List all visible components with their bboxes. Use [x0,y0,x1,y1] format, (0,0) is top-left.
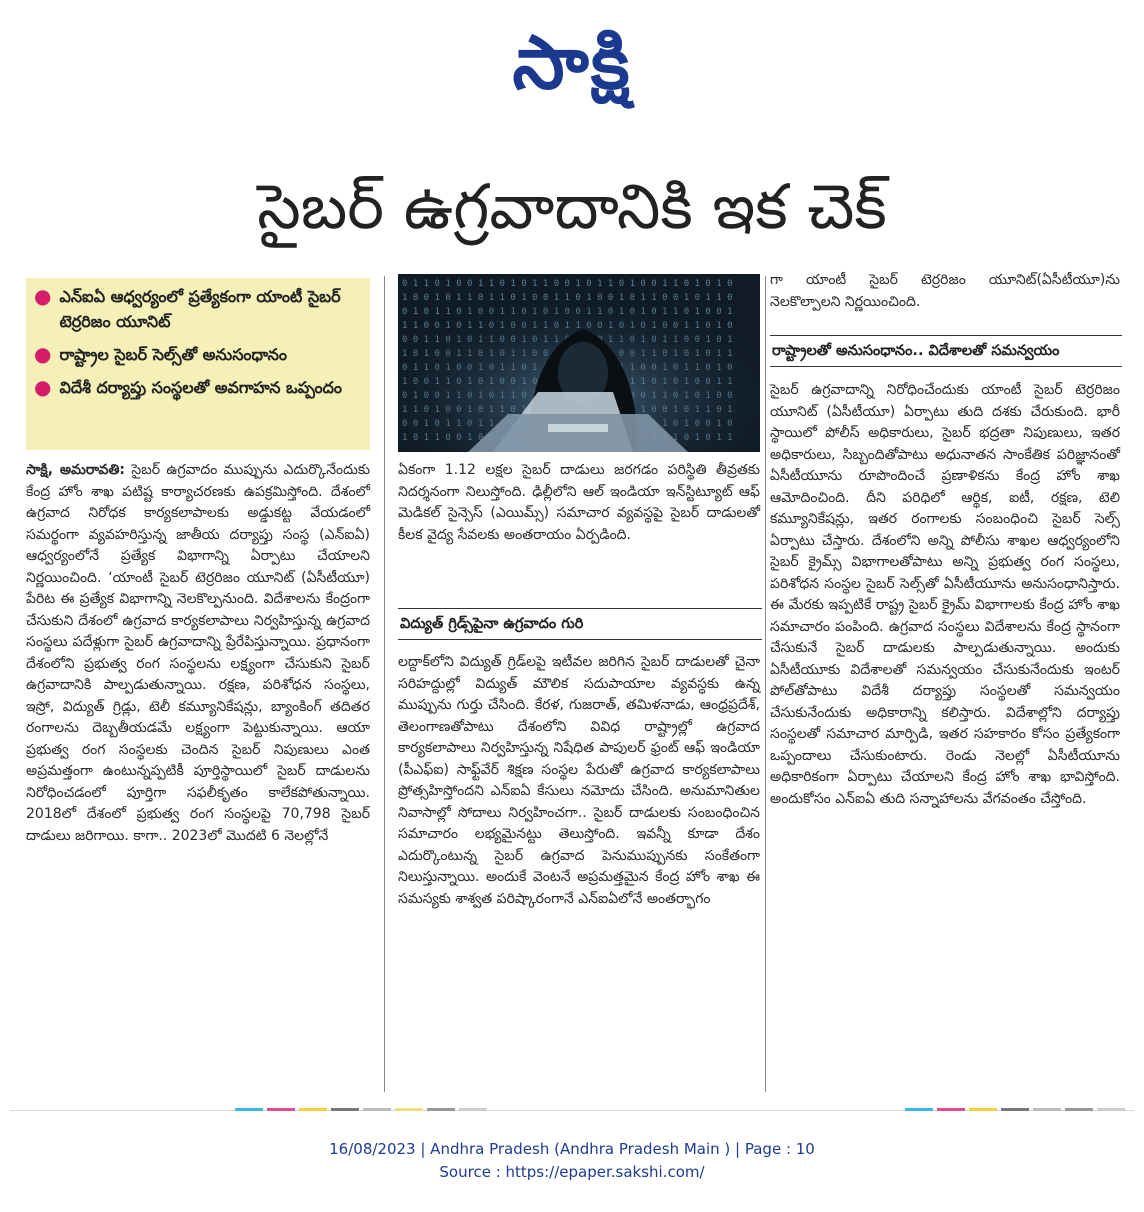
article-text: లద్దాక్‌లోని విద్యుత్ గ్రిడ్‌లపై ఇటీవల జరిగిన సైబర్ దాడులతో చైనా సరిహద్దుల్లో విద్యుత్ మౌలిక సదుపాయాల వ్యవస్థకు ఉన్న ముప్పును గుర్తు చేసింది. కేరళ, గుజరాత్, తమిళనాడు, ఆంధ్రప్రదేశ్, తెలంగాణతోపాటు దేశంలోని వివిధ రాష్ట్రాల్లో ఉగ్రవాద కార్యకలాపాలు నిర్వహిస్తున్న నిషేధిత పాపులర్ ఫ్రంట్ ఆఫ్ ఇండియా (పీఎఫ్ఐ) సాఫ్ట్‌వేర్ శిక్షణ సంస్థల పేరుతో ఉగ్రవాద కార్యకలాపాలు ప్రోత్సహిస్తోందని ఎన్ఐఏ కేసులు నమోదు చేసింది. అనుమానితుల నివాసాల్లో సోదాలు నిర్వహించగా.. సైబర్ దాడులకు సంబంధించిన సమాచారం లభ్యమైనట్టు తెలుస్తోంది. ఇవన్నీ కూడా దేశం ఎదుర్కొంటున్న సైబర్ ఉగ్రవాద పెనుముప్పునకు సంకేతంగా నిలుస్తున్నాయి. అందుకే వెంటనే అప్రమత్తమైన కేంద్ర హోం శాఖ ఈ సమస్యకు శాశ్వత పరిష్కారంగానే ఎన్ఐఏలోనే అంతర్భాగం [398,654,760,907]
article-text: సైబర్ ఉగ్రవాదాన్ని నిరోధించేందుకు యాంటీ సైబర్ టెర్రరిజం యూనిట్ (ఏసీటీయూ) ఏర్పాటు తుది దశకు చేరుకుంది. భారీ స్థాయిలో పోలీస్ అధికారులు, సైబర్ భద్రతా నిపుణులు, ఇతర అధికారులు, సిబ్బందితోపాటు అధునాతన సాంకేతిక పరిజ్ఞానంతో ఏసీటీయూను రూపొందించే ప్రణాళికను కేంద్ర హోం శాఖ ఆమోదించింది. దీని పరిధిలో ఆర్థిక, ఐటీ, రక్షణ, టెలి కమ్యూనికేషన్లు, ఇతర రంగాలకు సంబంధించి సైబర్ సెల్స్ ఏర్పాటు చేస్తారు. దేశంలోని అన్ని పోలీసు శాఖల ఆధ్వర్యంలోని సైబర్ క్రైమ్స్ విభాగాలతోపాటు అన్ని ప్రభుత్వ రంగ సంస్థలు, పరిశోధన సంస్థల సైబర్ సెల్స్‌తో ఏసీటీయూను అనుసంధానిస్తారు. ఈ మేరకు ఇప్పటికే రాష్ట్ర సైబర్ క్రైమ్ విభాగాలకు కేంద్ర హోం శాఖ సమాచారం పంపింది. ఉగ్రవాద సంస్థలు విదేశాలను కేంద్ర స్థానంగా చేసుకునే సైబర్ దాడులకు పాల్పడుతున్నాయి. అందుకు ఏసీటీయూకు విదేశాలతో సమన్వయం చేసుకునేందుకు ఇంటర్ పోల్‌తోపాటు విదేశీ దర్యాప్తు సంస్థలతో సమన్వయం చేసుకునేందుకు అధికారాన్ని కలిస్తారు. విదేశాల్లోని దర్యాప్తు సంస్థలతో సమాచార మార్పిడి, ఇతర సహకారం కోసం ప్రత్యేకంగా ఒప్పందాలు చేసుకుంటారు. రెండు నెలల్లో ఏసీటీయూను అధికారికంగా ఏర్పాటు చేయాలని కేంద్ర హోం శాఖ భావిస్తోంది. అందుకోసం ఎన్ఐఏ తుది సన్నాహాలను వేగవంతం చేస్తోంది. [770,382,1120,807]
bullet-icon: ● [34,284,52,308]
article-text: ఏకంగా 1.12 లక్షల సైబర్ దాడులు జరగడం పరిస్థితి తీవ్రతకు నిదర్శనంగా నిలుస్తోంది. ఢిల్లీలోని ఆల్ ఇండియా ఇన్‌స్టిట్యూట్ ఆఫ్ మెడికల్ సైన్సెస్ (ఎయిమ్స్) సమాచార వ్యవస్థపై సైబర్ దాడులతో కీలక వైద్య సేవలకు అంతరాయం ఏర్పడింది. [398,462,760,543]
article-column-3a [770,270,1120,320]
hacker-photo [398,274,760,452]
highlight-item: ● రాష్ట్రాల సైబర్ సెల్స్‌తో అనుసంధానం [34,342,288,366]
bullet-icon: ● [34,375,52,399]
bullet-icon: ● [34,342,52,366]
subheading: విద్యుత్ గ్రిడ్స్‌పైనా ఉగ్రవాదం గురి [398,608,762,640]
masthead-logo: సాక్షి [512,20,632,106]
highlight-item: ● ఎన్ఐఏ ఆధ్వర్యంలో ప్రత్యేకంగా యాంటీ సైబర్ టెర్రరిజం యూనిట్ [34,284,341,331]
highlights-box [26,278,370,450]
color-registration-marks [905,1108,1125,1111]
highlight-item: ● విదేశీ దర్యాప్తు సంస్థలతో అవగాహన ఒప్పందం [34,375,343,399]
footer-date-edition: 16/08/2023 | Andhra Pradesh (Andhra Pradesh Main ) | Page : 10 [329,1140,815,1158]
article-text: సైబర్ ఉగ్రవాదం ముప్పును ఎదుర్కొనేందుకు కేంద్ర హోం శాఖ పటిష్ట కార్యాచరణకు ఉపక్రమిస్తోంది. దేశంలో ఉగ్రవాద నిరోధక కార్యకలాపాలకు అడ్డుకట్ట వేయడంలో సమర్థంగా వ్యవహరిస్తున్న జాతీయ దర్యాప్తు సంస్థ (ఎన్ఐఏ) ఆధ్వర్యంలోనే ప్రత్యేక విభాగాన్ని ఏర్పాటు చేయాలని నిర్ణయించింది. ‘యాంటీ సైబర్ టెర్రరిజం యూనిట్ (ఏసీటీయూ) పేరిట ఈ ప్రత్యేక విభాగాన్ని నెలకొల్పనుంది. విదేశాలను కేంద్రంగా చేసుకుని దేశంలో ఉగ్రవాద కార్యకలాపాలు నిర్వహిస్తున్న ఉగ్రవాద సంస్థలు పదేళ్లుగా సైబర్ ఉగ్రవాదాన్ని ప్రేరేపిస్తున్నాయి. ప్రధానంగా దేశంలోని ప్రభుత్వ రంగ సంస్థలను లక్ష్యంగా చేసుకుని సైబర్ ఉగ్రవాదానికి పాల్పడుతున్నాయి. రక్షణ, పరిశోధన సంస్థలు, ఇస్రో, విద్యుత్ గ్రిడ్లు, టెలీ కమ్యూనికేషన్లు, బ్యాంకింగ్ తదితర రంగాలను దెబ్బతీయడమే లక్ష్యంగా పెట్టుకున్నాయి. ఆయా ప్రభుత్వ రంగ సంస్థలకు చెందిన సైబర్ నిపుణులు ఎంత అప్రమత్తంగా ఉంటున్నప్పటికీ పూర్తిస్థాయిలో సైబర్ దాడులను నిరోధించడంలో పూర్తిగా సఫలీకృతం కాలేకపోతున్నాయి. 2018లో దేశంలో ప్రభుత్వ రంగ సంస్థలపై 70,798 సైబర్ దాడులు జరిగాయి. కాగా.. 2023లో మొదటి 6 నెలల్లోనే [26,462,370,844]
article-column-1 [26,460,370,1090]
article-column-2b [398,652,760,1092]
article-column-2 [398,460,760,600]
article-text: గా యాంటీ సైబర్ టెర్రరిజం యూనిట్(ఏసీటీయూ)ను నెలకొల్పాలని నిర్ణయించింది. [770,272,1120,310]
color-registration-marks [235,1108,487,1111]
column-divider [765,276,766,1092]
subheading: రాష్ట్రాలతో అనుసంధానం.. విదేశాలతో సమన్వయం [770,335,1122,367]
footer-source-link[interactable]: Source : https://epaper.sakshi.com/ [439,1163,705,1181]
article-column-3b [770,380,1120,1092]
hooded-hacker-icon [398,274,760,452]
dateline: సాక్షి, అమరావతి: [26,462,126,478]
headline: సైబర్ ఉగ్రవాదానికి ఇక చెక్ [257,170,887,243]
column-divider [384,276,385,1092]
